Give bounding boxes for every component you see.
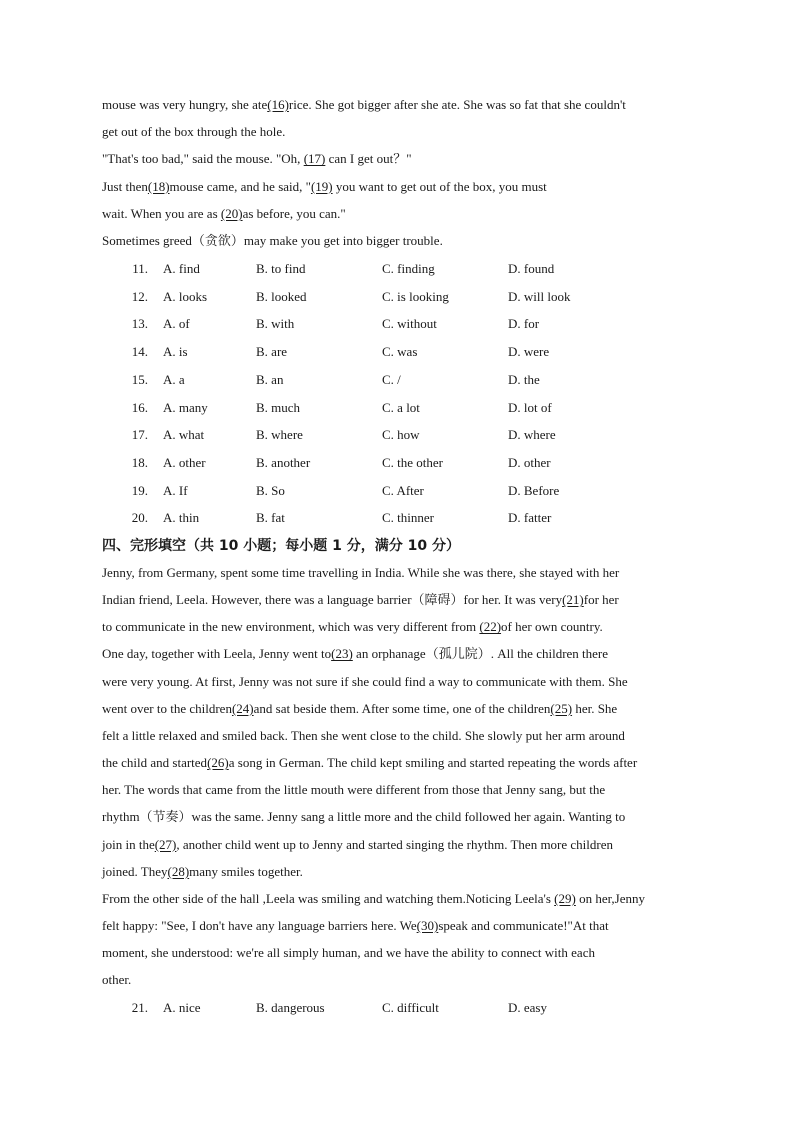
answer-blank: (25) <box>550 700 573 716</box>
option-d[interactable]: D. other <box>508 454 551 470</box>
text-line <box>102 807 625 827</box>
option-d[interactable]: D. lot of <box>508 399 552 415</box>
text-segment: mouse was very hungry, she ate <box>102 97 268 112</box>
text-segment: "That's too bad," said the mouse. "Oh, <box>102 151 304 167</box>
text-segment: went over to the children <box>102 700 232 716</box>
option-a[interactable]: A. thin <box>163 510 200 526</box>
text-segment: other. <box>102 972 132 988</box>
option-a[interactable]: A. If <box>163 482 188 498</box>
text-segment: were very young. At first, Jenny was not sure if she could find a way to communicate with them. She <box>102 673 628 689</box>
text-line <box>102 122 285 142</box>
text-segment: Jenny, from Germany, spent some time travelling in India. While she was there, she stayed with her <box>102 565 620 580</box>
answer-blank: (20) <box>220 205 243 221</box>
text-line <box>102 590 619 610</box>
text-segment: Just then <box>102 178 148 194</box>
text-segment: and sat beside them. After some time, one of the children <box>253 700 551 716</box>
option-c[interactable]: C. the other <box>382 454 444 470</box>
text-segment: join in the <box>102 836 155 852</box>
question-number: 21. <box>131 1000 148 1015</box>
text-line <box>102 95 626 115</box>
question-number: 15. <box>131 371 148 387</box>
answer-blank: (30) <box>416 917 439 933</box>
option-a[interactable]: A. many <box>163 399 208 415</box>
answer-blank: (29) <box>554 890 576 906</box>
option-a[interactable]: A. nice <box>163 1000 201 1015</box>
question-row <box>0 481 794 501</box>
option-a[interactable]: A. a <box>163 371 185 387</box>
option-c[interactable]: C. / <box>382 371 401 387</box>
answer-blank: (28) <box>167 863 190 879</box>
text-segment: moment, she understood: we're all simply human, and we have the ability to connect with each <box>102 945 595 961</box>
text-line <box>102 149 412 169</box>
question-number: 20. <box>131 510 148 526</box>
text-segment: can I get out？" <box>325 151 412 167</box>
option-a[interactable]: A. what <box>163 427 205 443</box>
text-segment: many smiles together. <box>189 863 303 879</box>
question-number: 12. <box>131 288 148 304</box>
option-d[interactable]: D. were <box>508 344 550 360</box>
text-segment: on her,Jenny <box>575 890 646 906</box>
option-d[interactable]: D. easy <box>508 1000 547 1015</box>
option-a[interactable]: A. find <box>163 261 200 276</box>
answer-blank: (17) <box>303 151 326 167</box>
option-b[interactable]: B. another <box>256 454 311 470</box>
option-b[interactable]: B. where <box>256 427 303 443</box>
text-segment: for her <box>583 592 619 608</box>
question-row <box>0 398 794 418</box>
text-segment: Sometimes greed（贪欲）may make you get into bigger trouble. <box>102 233 443 248</box>
text-line <box>102 780 605 800</box>
text-segment: as before, you can." <box>242 205 346 221</box>
text-line <box>102 889 645 909</box>
answer-blank: (18) <box>147 178 170 194</box>
option-b[interactable]: B. So <box>256 482 285 498</box>
question-number: 18. <box>131 454 148 470</box>
option-b[interactable]: B. dangerous <box>256 1000 325 1015</box>
question-row <box>0 370 794 390</box>
text-segment: mouse came, and he said, " <box>169 178 311 194</box>
option-d[interactable]: D. Before <box>508 482 560 498</box>
question-number: 17. <box>131 427 148 443</box>
option-b[interactable]: B. with <box>256 316 295 332</box>
question-number: 16. <box>131 399 148 415</box>
option-b[interactable]: B. an <box>256 371 284 387</box>
option-c[interactable]: C. how <box>382 427 420 443</box>
option-c[interactable]: C. without <box>382 316 437 332</box>
text-segment: rice. She got bigger after she ate. She was so fat that she couldn't <box>288 97 626 112</box>
question-row <box>0 425 794 445</box>
answer-blank: (22) <box>479 619 502 635</box>
option-d[interactable]: D. for <box>508 316 540 332</box>
text-line <box>102 943 595 963</box>
text-segment: of her own country. <box>501 619 603 635</box>
option-b[interactable]: B. to find <box>256 261 306 276</box>
text-line <box>102 231 443 251</box>
text-segment: joined. They <box>102 863 168 879</box>
option-a[interactable]: A. is <box>163 344 188 360</box>
text-line <box>102 726 625 746</box>
text-segment: rhythm（节奏）was the same. Jenny sang a little more and the child followed her again. Wanting to <box>102 809 626 825</box>
text-segment: an orphanage（孤儿院）. All the children there <box>352 646 609 662</box>
answer-blank: (24) <box>231 700 254 716</box>
text-line <box>102 177 547 197</box>
option-c[interactable]: C. is looking <box>382 288 449 304</box>
option-c[interactable]: C. finding <box>382 261 435 276</box>
text-line <box>102 862 303 882</box>
question-row <box>0 453 794 473</box>
option-c[interactable]: C. a lot <box>382 399 420 415</box>
text-line <box>102 916 609 936</box>
text-segment: From the other side of the hall ,Leela was smiling and watching them.Noticing Leela's <box>102 890 555 906</box>
option-d[interactable]: D. fatter <box>508 510 552 526</box>
answer-blank: (16) <box>267 97 289 112</box>
option-d[interactable]: D. will look <box>508 288 571 304</box>
option-c[interactable]: C. After <box>382 482 424 498</box>
option-b[interactable]: B. fat <box>256 510 285 526</box>
option-a[interactable]: A. other <box>163 454 206 470</box>
text-segment: you want to get out of the box, you must <box>332 178 547 194</box>
question-number: 13. <box>131 316 148 332</box>
question-row <box>0 287 794 307</box>
option-b[interactable]: B. looked <box>256 288 307 304</box>
question-number: 19. <box>131 482 148 498</box>
option-d[interactable]: D. where <box>508 427 556 443</box>
answer-blank: (27) <box>154 836 177 852</box>
option-c[interactable]: C. was <box>382 344 418 360</box>
text-line <box>102 835 613 855</box>
text-line <box>102 753 637 773</box>
question-number: 11. <box>132 261 148 276</box>
text-line <box>102 644 608 664</box>
text-segment: a song in German. The child kept smiling and started repeating the words after <box>228 755 638 771</box>
text-segment: Indian friend, Leela. However, there was a language barrier（障碍）for her. It was very <box>102 592 563 608</box>
option-b[interactable]: B. much <box>256 399 301 415</box>
question-row <box>0 508 794 528</box>
text-segment: the child and started <box>102 755 208 771</box>
text-line <box>102 204 346 224</box>
option-d[interactable]: D. the <box>508 371 540 387</box>
option-b[interactable]: B. are <box>256 344 288 360</box>
text-line <box>102 563 619 583</box>
text-line <box>102 970 131 990</box>
section-heading-cloze: 四、完形填空（共 10 小题；每小题 1 分，满分 10 分） <box>102 538 460 554</box>
option-c[interactable]: C. thinner <box>382 510 434 526</box>
answer-blank: (19) <box>310 178 333 194</box>
text-line <box>102 672 628 692</box>
text-segment: wait. When you are as <box>102 205 221 221</box>
question-row <box>0 259 794 279</box>
answer-blank: (21) <box>562 592 584 608</box>
option-a[interactable]: A. looks <box>163 288 208 304</box>
text-segment: speak and communicate!"At that <box>438 917 609 933</box>
text-segment: get out of the box through the hole. <box>102 124 286 140</box>
text-segment: felt a little relaxed and smiled back. Then she went close to the child. She slowly put her arm around <box>102 727 625 743</box>
answer-blank: (23) <box>331 646 353 662</box>
text-segment: felt happy: "See, I don't have any language barriers here. We <box>102 917 417 933</box>
answer-blank: (26) <box>207 755 229 771</box>
text-segment: , another child went up to Jenny and started singing the rhythm. Then more children <box>176 836 613 852</box>
text-segment: to communicate in the new environment, which was very different from <box>102 619 480 635</box>
question-row <box>0 314 794 334</box>
text-segment: her. She <box>572 700 618 716</box>
text-segment: her. The words that came from the little mouth were different from those that Jenny sang, but the <box>102 782 606 798</box>
text-line <box>102 617 603 637</box>
option-d[interactable]: D. found <box>508 261 555 276</box>
text-segment: One day, together with Leela, Jenny went to <box>102 646 332 662</box>
option-c[interactable]: C. difficult <box>382 1000 439 1015</box>
question-row <box>0 342 794 362</box>
question-row <box>0 998 794 1018</box>
option-a[interactable]: A. of <box>163 316 190 332</box>
text-line <box>102 699 617 719</box>
question-number: 14. <box>131 344 148 360</box>
